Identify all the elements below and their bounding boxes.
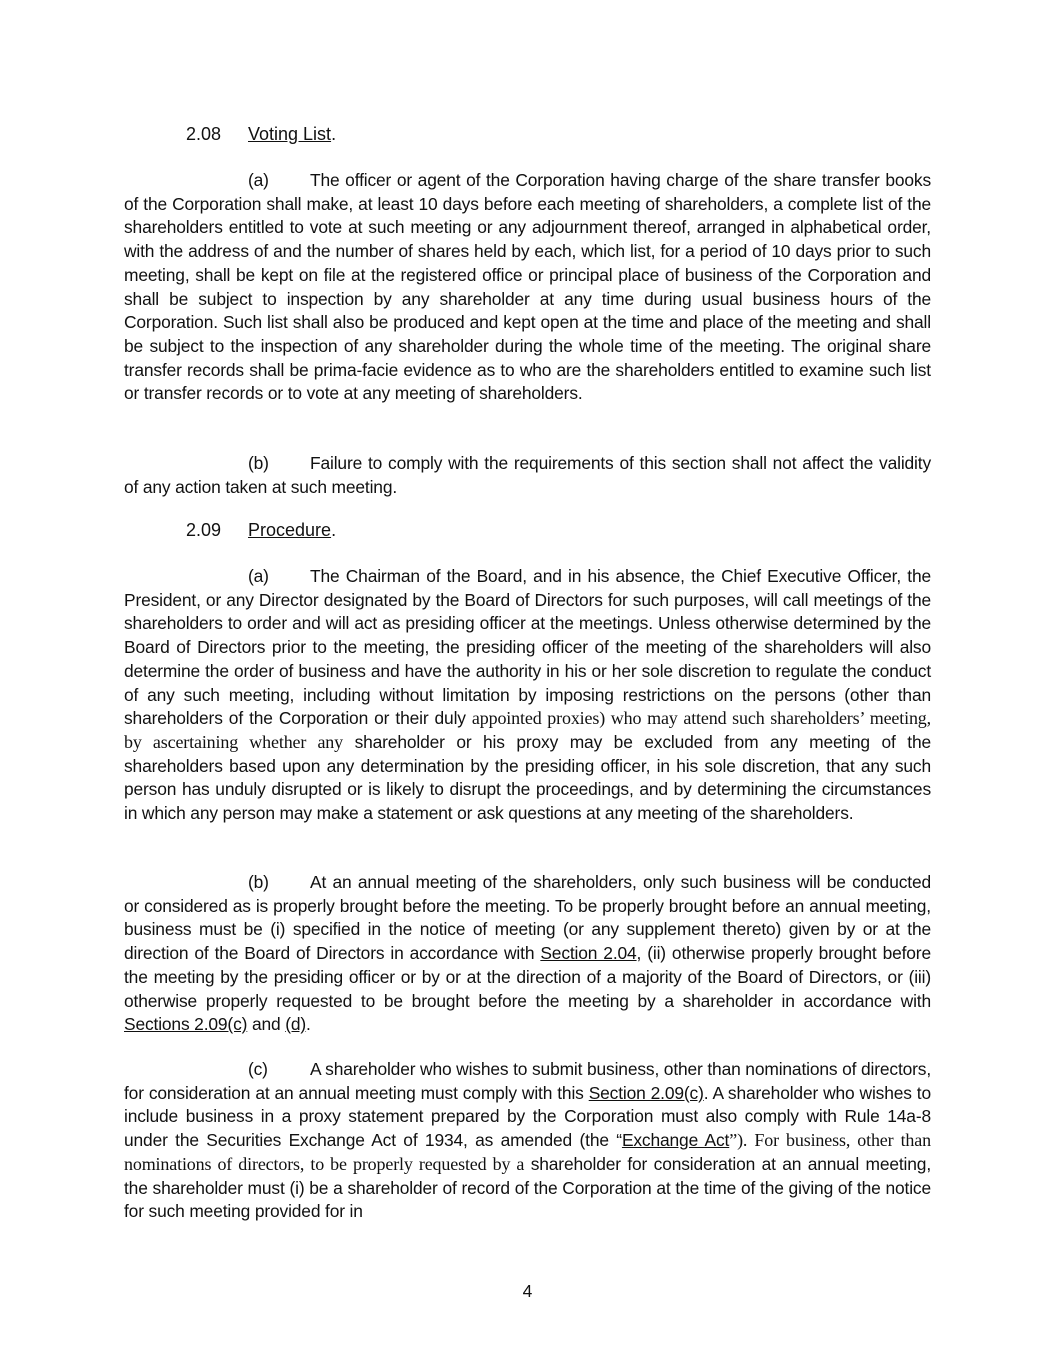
paragraph-2-09-b xyxy=(124,871,931,1037)
section-number: 2.08 xyxy=(186,124,222,144)
section-heading-2-08 xyxy=(186,123,336,147)
paragraph-text: The officer or agent of the Corporation having charge of the share transfer books of the Corporation shall make, at least 10 days before each meeting of shareholders, a complete list of the shareholders entitled to vote at such meeting or any adjournment thereof, arranged in alphabetical order, with the address of and the number of shares held by each, which list, for a period of 10 days prior to such meeting, shall be kept on file at the registered office or principal place of business of the Corporation and shall be subject to inspection by any shareholder at any time during usual business hours of the Corporation. Such list shall also be produced and kept open at the time and place of the meeting and shall be subject to the inspection of any shareholder during the whole time of the meeting. The original share transfer records shall be prima-facie evidence as to who are the shareholders entitled to examine such list or transfer records or to vote at any meeting of shareholders. xyxy=(124,170,931,404)
section-title: Procedure xyxy=(248,520,332,540)
page-number: 4 xyxy=(522,1281,533,1301)
title-punct: . xyxy=(331,124,337,144)
paragraph-2-08-b xyxy=(124,452,931,499)
section-reference-link: Section 2.09(c) xyxy=(588,1082,704,1103)
paragraph-text-serif: ”). For business, other than nominations of directors, to be properly requested by a xyxy=(124,1130,931,1174)
paragraph-text: . xyxy=(306,1014,311,1035)
paragraph-label: (b) xyxy=(248,872,269,892)
paragraph-text: and xyxy=(251,1014,281,1035)
section-number: 2.09 xyxy=(186,520,222,540)
title-punct: . xyxy=(331,520,337,540)
paragraph-text: A shareholder who wishes to submit business, other than nominations of directors, for consideration at an annual meeting must comply with this xyxy=(124,1059,932,1103)
defined-term: Exchange Act xyxy=(621,1130,730,1151)
paragraph-text: shareholder for consideration at an annual meeting, the shareholder must (i) be a shareholder of record of the Corporation at the time of the giving of the notice for such meeting provided for in xyxy=(124,1153,931,1222)
paragraph-label: (a) xyxy=(248,566,269,586)
section-title: Voting List xyxy=(248,124,332,144)
paragraph-2-08-a xyxy=(124,169,931,406)
section-reference-link: Section 2.04 xyxy=(540,943,637,964)
paragraph-2-09-a xyxy=(124,565,931,826)
paragraph-text: The Chairman of the Board, and in his absence, the Chief Executive Officer, the President, or any Director designated by the Board of Directors for such purposes, will call meetings of the shareholders to order and will act as presiding officer at the meetings. Unless otherwise determined by the Board of Directors prior to the meeting, the presiding officer of the meeting of the shareholders will also determine the order of business and have the authority in his or her sole discretion to regulate the conduct of any such meeting, including without limitation by imposing restrictions on the persons (other than shareholders of the Corporation or their duly xyxy=(124,566,931,729)
paragraph-text: Failure to comply with the requirements of this section shall not affect the validity of any action taken at such meeting. xyxy=(124,453,931,497)
section-heading-2-09 xyxy=(186,519,336,543)
paragraph-text: , (ii) otherwise properly brought before the meeting by the presiding officer or by or at the direction of a majority of the Board of Directors, or (iii) otherwise properly requested to be brought before the meeting by a shareholder in accordance with xyxy=(124,943,931,1011)
paragraph-text: . A shareholder who wishes to include business in a proxy statement prepared by the Corporation must also comply with Rule 14a-8 under the Securities Exchange Act of 1934, as amended (the “ xyxy=(124,1082,932,1151)
paragraph-label: (a) xyxy=(248,170,269,190)
paragraph-text-serif: appointed proxies) who may attend such shareholders’ meeting, by ascertaining whether any xyxy=(124,708,932,752)
paragraph-text: shareholder or his proxy may be excluded from any meeting of the shareholders based upon any determination by the presiding officer, in his sole discretion, that any such person has unduly disrupted or is likely to disrupt the proceedings, and by determining the circumstances in which any person may make a statement or ask questions at any meeting of the shareholders. xyxy=(124,731,931,824)
paragraph-2-09-c xyxy=(124,1058,931,1224)
section-reference-link: Sections 2.09(c) xyxy=(124,1014,248,1035)
section-reference-link: (d) xyxy=(285,1014,307,1035)
paragraph-text: At an annual meeting of the shareholders, only such business will be conducted or considered as is properly brought before the meeting. To be properly brought before an annual meeting, business must be (i) specified in the notice of meeting (or any supplement thereto) given by or at the direction of the Board of Directors in accordance with xyxy=(124,872,931,964)
paragraph-label: (b) xyxy=(248,453,269,473)
paragraph-label: (c) xyxy=(248,1059,268,1079)
